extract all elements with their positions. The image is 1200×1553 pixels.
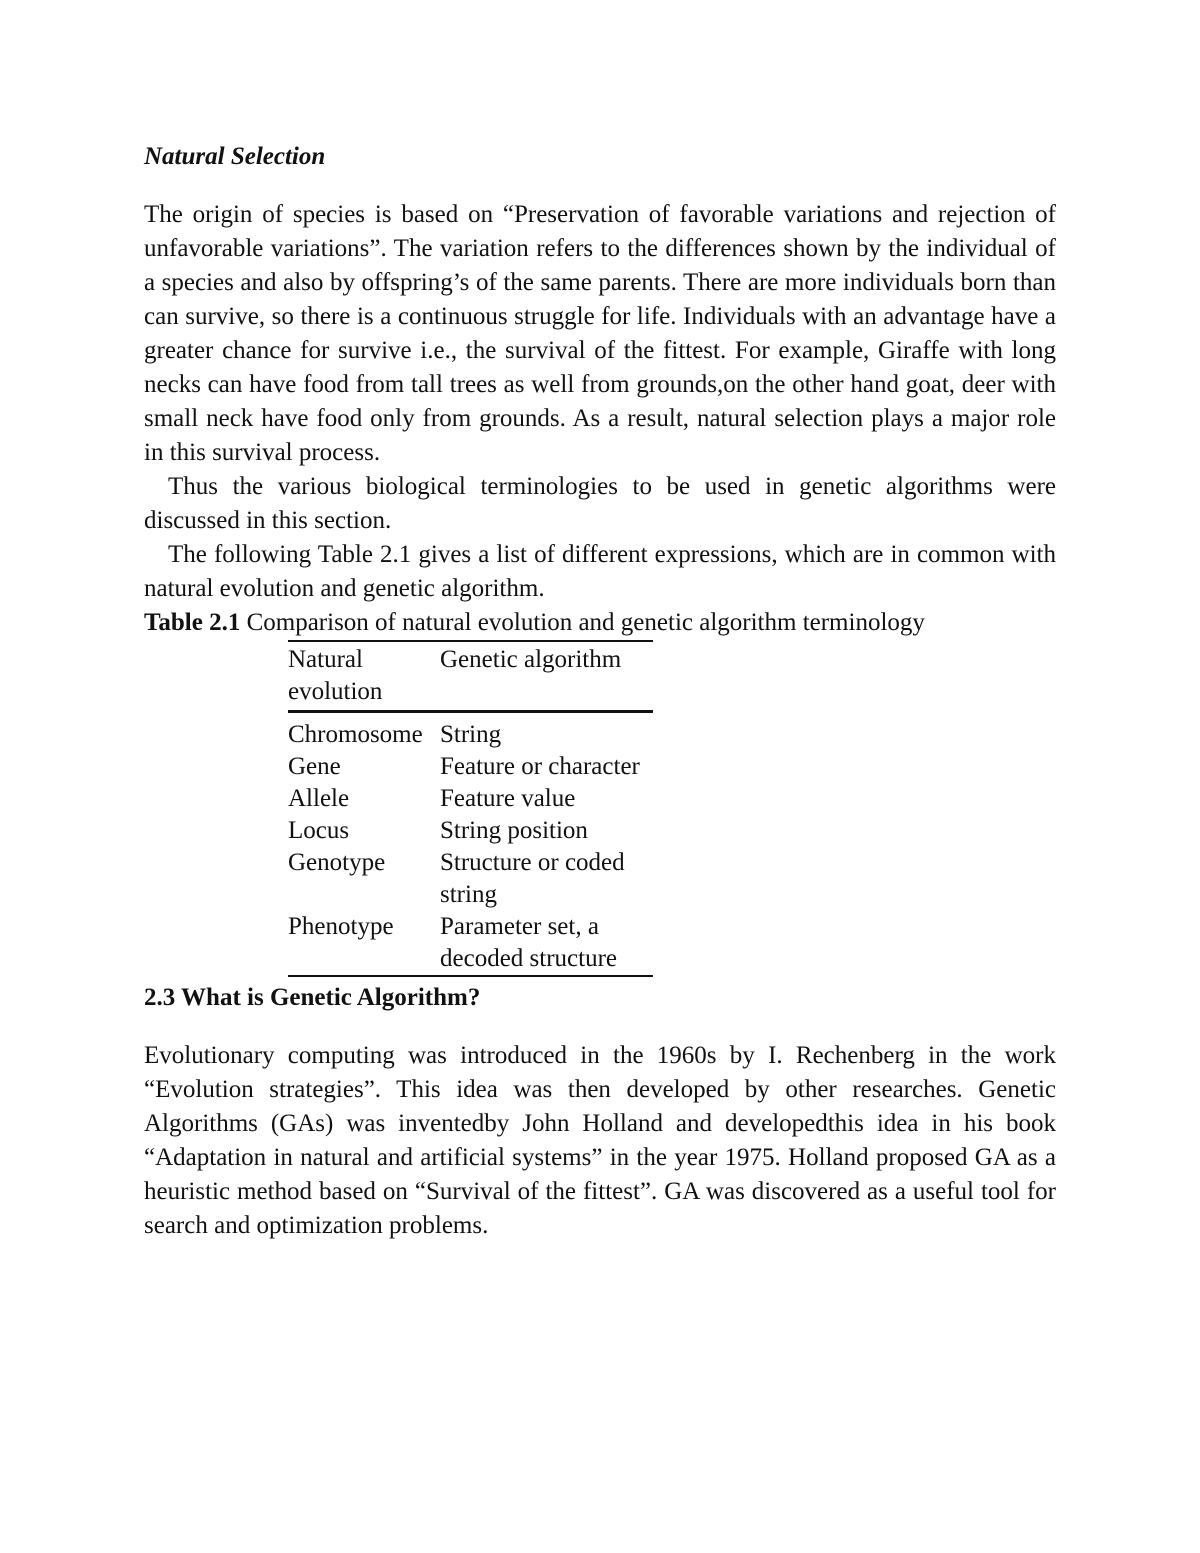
terminology-table bbox=[288, 640, 653, 977]
paragraph-genetic-algorithm: Evolutionary computing was introduced in the 1960s by I. Rechenberg in the work “Evolution strategies”. This idea was then developed by other researches. Genetic Algorithms (GAs) was inventedby John Holland and developedthis idea in his book “Adaptation in natural and artificial systems” in the year 1975. Holland proposed GA as a heuristic method based on “Survival of the fittest”. GA was discovered as a useful tool for search and optimization problems. bbox=[144, 1042, 1056, 1239]
table-row bbox=[288, 815, 653, 847]
paragraph-natural-selection: The origin of species is based on “Preservation of favorable variations and rejection of unfavorable variations”. The variation refers to the differences shown by the individual of a species and also by offspring’s of the same parents. There are more individuals born than can survive, so there is a continuous struggle for life. Individuals with an advantage have a greater chance for survive i.e., the survival of the fittest. For example, Giraffe with long necks can have food from tall trees as well from grounds,on the other hand goat, deer with small neck have food only from grounds. As a result, natural selection plays a major role in this survival process. bbox=[144, 201, 1056, 466]
table-row bbox=[288, 911, 653, 976]
ga-term: String bbox=[440, 721, 502, 748]
header-genetic-algorithm: Genetic algorithm bbox=[440, 646, 622, 673]
ga-term: Structure or coded string bbox=[440, 849, 625, 908]
natural-term: Phenotype bbox=[288, 913, 394, 940]
document-page bbox=[144, 140, 1056, 1243]
table-row bbox=[288, 783, 653, 815]
natural-term: Gene bbox=[288, 753, 341, 780]
table-row bbox=[288, 751, 653, 783]
paragraph-terminologies: Thus the various biological terminologies to be used in genetic algorithms were discussed in this section. bbox=[144, 473, 1056, 534]
table-row bbox=[288, 712, 653, 752]
ga-term: String position bbox=[440, 817, 588, 844]
table-caption-label: Table 2.1 bbox=[144, 609, 241, 636]
natural-term: Locus bbox=[288, 817, 350, 844]
table-caption-text: Comparison of natural evolution and genetic algorithm terminology bbox=[240, 609, 925, 636]
table-caption bbox=[144, 606, 1056, 640]
natural-term: Chromosome bbox=[288, 721, 423, 748]
table-row bbox=[288, 847, 653, 911]
section-title: Natural Selection bbox=[144, 143, 326, 170]
paragraph-table-intro: The following Table 2.1 gives a list of different expressions, which are in common with natural evolution and genetic algorithm. bbox=[144, 541, 1056, 602]
natural-term: Allele bbox=[288, 785, 350, 812]
ga-term: Feature or character bbox=[440, 753, 640, 780]
ga-term: Parameter set, a decoded structure bbox=[440, 913, 618, 972]
ga-term: Feature value bbox=[440, 785, 576, 812]
natural-term: Genotype bbox=[288, 849, 386, 876]
section-heading-genetic-algorithm: 2.3 What is Genetic Algorithm? bbox=[144, 984, 481, 1011]
table-header-row bbox=[288, 641, 653, 712]
header-natural-evolution: Natural evolution bbox=[288, 646, 383, 705]
